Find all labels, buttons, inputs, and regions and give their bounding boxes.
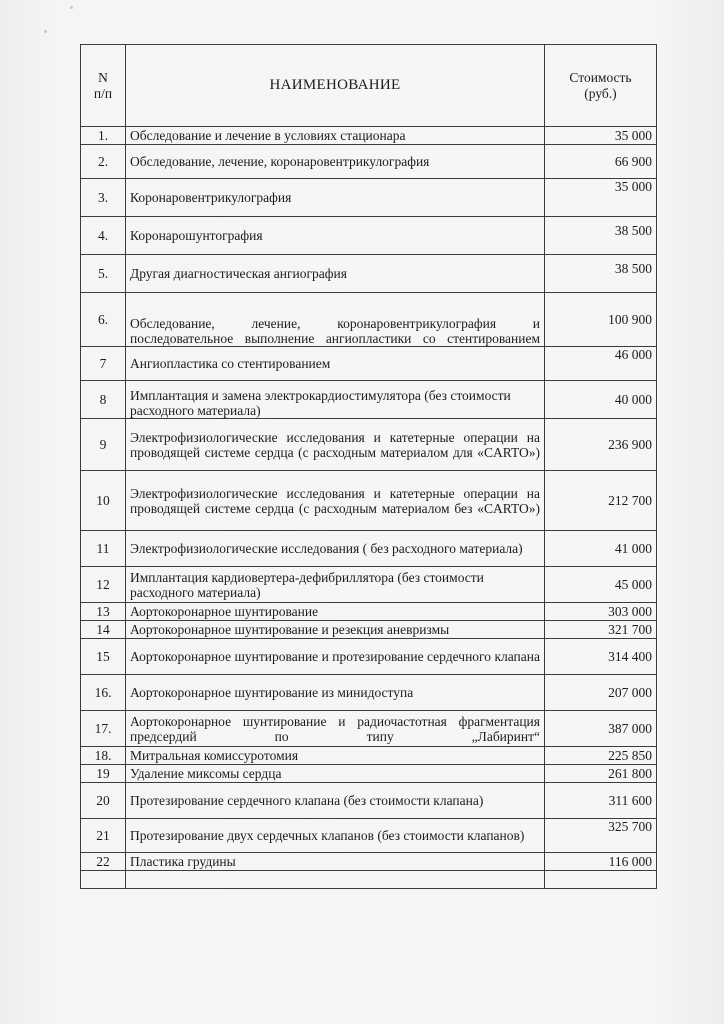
- row-name: Протезирование двух сердечных клапанов (без стоимости клапанов): [126, 819, 545, 853]
- header-cost-line1: Стоимость: [569, 69, 632, 85]
- row-cost: 311 600: [545, 783, 657, 819]
- row-cost: 100 900: [545, 293, 657, 347]
- price-table: [80, 44, 657, 889]
- row-cost: 38 500: [545, 255, 657, 293]
- table-row: [81, 639, 657, 675]
- row-name: Электрофизиологические исследования и катетерные операции на проводящей системе сердца (с расходным материалом без «CARTO»): [126, 471, 545, 531]
- table-row: [81, 675, 657, 711]
- row-cost: 207 000: [545, 675, 657, 711]
- row-cost: 303 000: [545, 603, 657, 621]
- row-name: Электрофизиологические исследования и катетерные операции на проводящей системе сердца (с расходным материалом для «CARTO»): [126, 419, 545, 471]
- table-row: [81, 179, 657, 217]
- scan-speck: [70, 6, 73, 9]
- row-number: 15: [81, 639, 126, 675]
- row-name: Аортокоронарное шунтирование и радиочастотная фрагментация предсердий по типу „Лабиринт“: [126, 711, 545, 747]
- table-header-row: [81, 45, 657, 127]
- row-number: 13: [81, 603, 126, 621]
- header-cost-line2: (руб.): [584, 85, 617, 101]
- table-row: [81, 853, 657, 871]
- row-name: Обследование, лечение, коронаровентрикулография: [126, 145, 545, 179]
- row-name-empty: [126, 871, 545, 889]
- table-row-empty: [81, 871, 657, 889]
- row-cost: 325 700: [545, 819, 657, 853]
- row-number: 10: [81, 471, 126, 531]
- header-number-line1: N: [98, 69, 108, 85]
- table-row: [81, 127, 657, 145]
- table-row: [81, 347, 657, 381]
- row-number: 18.: [81, 747, 126, 765]
- row-cost: 321 700: [545, 621, 657, 639]
- row-name: Аортокоронарное шунтирование и резекция аневризмы: [126, 621, 545, 639]
- table-row: [81, 765, 657, 783]
- row-number: 1.: [81, 127, 126, 145]
- row-cost: 40 000: [545, 381, 657, 419]
- row-number: 3.: [81, 179, 126, 217]
- header-name: НАИМЕНОВАНИЕ: [126, 45, 545, 127]
- row-cost: 212 700: [545, 471, 657, 531]
- row-name: Коронаровентрикулография: [126, 179, 545, 217]
- row-number: 6.: [81, 293, 126, 347]
- table-row: [81, 621, 657, 639]
- header-number: [81, 45, 126, 127]
- row-cost: 225 850: [545, 747, 657, 765]
- row-cost: 38 500: [545, 217, 657, 255]
- row-number: 12: [81, 567, 126, 603]
- row-cost: 66 900: [545, 145, 657, 179]
- row-number: 11: [81, 531, 126, 567]
- row-number: 16.: [81, 675, 126, 711]
- table-row: [81, 419, 657, 471]
- row-name: Обследование, лечение, коронаровентрикулография и последовательное выполнение ангиопластики со стентированием: [126, 293, 545, 347]
- row-cost: 45 000: [545, 567, 657, 603]
- table-row: [81, 531, 657, 567]
- table-row: [81, 255, 657, 293]
- table-row: [81, 603, 657, 621]
- row-cost: 35 000: [545, 127, 657, 145]
- row-number: 22: [81, 853, 126, 871]
- row-number: 7: [81, 347, 126, 381]
- row-name: Протезирование сердечного клапана (без стоимости клапана): [126, 783, 545, 819]
- table-row: [81, 783, 657, 819]
- table-row: [81, 747, 657, 765]
- row-cost: 41 000: [545, 531, 657, 567]
- row-name: Обследование и лечение в условиях стационара: [126, 127, 545, 145]
- row-cost: 46 000: [545, 347, 657, 381]
- row-cost-empty: [545, 871, 657, 889]
- table-row: [81, 567, 657, 603]
- table-row: [81, 293, 657, 347]
- table-row: [81, 711, 657, 747]
- row-number-empty: [81, 871, 126, 889]
- row-number: 4.: [81, 217, 126, 255]
- row-name: Пластика грудины: [126, 853, 545, 871]
- row-number: 20: [81, 783, 126, 819]
- row-number: 17.: [81, 711, 126, 747]
- row-name: Митральная комиссуротомия: [126, 747, 545, 765]
- row-number: 14: [81, 621, 126, 639]
- row-number: 21: [81, 819, 126, 853]
- row-number: 9: [81, 419, 126, 471]
- row-name: Другая диагностическая ангиография: [126, 255, 545, 293]
- row-name: Имплантация и замена электрокардиостимулятора (без стоимости расходного материала): [126, 381, 545, 419]
- row-number: 19: [81, 765, 126, 783]
- row-name: Аортокоронарное шунтирование и протезирование сердечного клапана: [126, 639, 545, 675]
- row-cost: 236 900: [545, 419, 657, 471]
- table-row: [81, 819, 657, 853]
- row-name: Коронарошунтография: [126, 217, 545, 255]
- row-name: Имплантация кардиовертера-дефибриллятора (без стоимости расходного материала): [126, 567, 545, 603]
- row-name: Удаление миксомы сердца: [126, 765, 545, 783]
- table-row: [81, 217, 657, 255]
- table-row: [81, 471, 657, 531]
- row-cost: 387 000: [545, 711, 657, 747]
- scan-speck: [44, 30, 47, 33]
- table-row: [81, 145, 657, 179]
- row-name: Ангиопластика со стентированием: [126, 347, 545, 381]
- row-number: 2.: [81, 145, 126, 179]
- row-cost: 116 000: [545, 853, 657, 871]
- row-cost: 35 000: [545, 179, 657, 217]
- header-cost: [545, 45, 657, 127]
- row-name: Электрофизиологические исследования ( без расходного материала): [126, 531, 545, 567]
- row-cost: 314 400: [545, 639, 657, 675]
- row-name: Аортокоронарное шунтирование: [126, 603, 545, 621]
- table-row: [81, 381, 657, 419]
- row-number: 5.: [81, 255, 126, 293]
- header-number-line2: п/п: [93, 85, 113, 101]
- row-name: Аортокоронарное шунтирование из минидоступа: [126, 675, 545, 711]
- row-number: 8: [81, 381, 126, 419]
- row-cost: 261 800: [545, 765, 657, 783]
